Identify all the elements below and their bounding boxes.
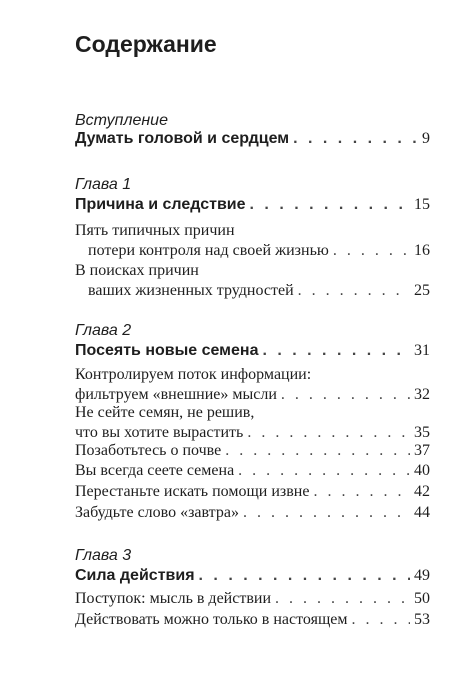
dot-leader [298, 281, 410, 301]
entry-title: Действовать можно только в настоящем [75, 611, 348, 628]
toc-entry[interactable] [75, 589, 430, 609]
page-number: 40 [414, 462, 430, 479]
page-number: 42 [414, 483, 430, 500]
toc-entry-intro[interactable] [75, 129, 430, 149]
toc-entry[interactable] [75, 441, 430, 461]
dot-leader [352, 610, 411, 630]
entry-title: Думать головой и сердцем [75, 130, 290, 147]
dot-leader [262, 341, 410, 361]
intro-label: Вступление [75, 112, 168, 129]
page-number: 15 [414, 196, 430, 213]
page-number: 9 [422, 130, 430, 147]
toc-entry[interactable] [75, 403, 430, 443]
toc-entry-chapter-3[interactable] [75, 566, 430, 586]
entry-title: Позаботьтесь о почве [75, 442, 222, 459]
entry-title-line2: ваших жизненных трудностей [88, 282, 294, 299]
chapter-3-label: Глава 3 [75, 547, 132, 564]
entry-title-line2: потери контроля над своей жизнью [88, 242, 329, 259]
dot-leader [333, 241, 410, 261]
page-number: 31 [414, 342, 430, 359]
dot-leader [275, 589, 410, 609]
page-number: 44 [414, 504, 430, 521]
entry-title-line1: Пять типичных причин [75, 222, 235, 239]
page-number: 50 [414, 590, 430, 607]
entry-title: Посеять новые семена [75, 342, 259, 359]
toc-entry-chapter-1[interactable] [75, 195, 430, 215]
dot-leader [250, 195, 410, 215]
entry-title-line1: В поисках причин [75, 262, 199, 279]
toc-entry[interactable] [75, 261, 430, 301]
toc-entry[interactable] [75, 461, 430, 481]
entry-title: Перестаньте искать помощи извне [75, 483, 310, 500]
chapter-1-label: Глава 1 [75, 176, 132, 193]
toc-entry-chapter-2[interactable] [75, 341, 430, 361]
entry-title-line2: что вы хотите вырастить [75, 424, 244, 441]
entry-title: Забудьте слово «завтра» [75, 504, 239, 521]
entry-title: Вы всегда сеете семена [75, 462, 235, 479]
dot-leader [247, 423, 410, 443]
page-number: 25 [414, 282, 430, 299]
entry-title-line1: Контролируем поток информации: [75, 366, 312, 383]
page-number: 16 [414, 242, 430, 259]
toc-entry[interactable] [75, 482, 430, 502]
dot-leader [199, 566, 410, 586]
dot-leader [238, 461, 410, 481]
toc-entry[interactable] [75, 610, 430, 630]
entry-title: Поступок: мысль в действии [75, 590, 272, 607]
dot-leader [313, 482, 410, 502]
page-number: 53 [414, 611, 430, 628]
entry-title-line2: фильтруем «внешние» мысли [75, 386, 277, 403]
page-number: 37 [414, 442, 430, 459]
page-number: 32 [414, 386, 430, 403]
toc-entry[interactable] [75, 221, 430, 261]
dot-leader [243, 503, 410, 523]
entry-title: Сила действия [75, 567, 195, 584]
page-number: 35 [414, 424, 430, 441]
toc-entry[interactable] [75, 365, 430, 405]
dot-leader [281, 385, 410, 405]
toc-entry[interactable] [75, 503, 430, 523]
page-number: 49 [414, 567, 430, 584]
page-title: Содержание [75, 31, 217, 57]
dot-leader [293, 129, 418, 149]
entry-title-line1: Не сейте семян, не решив, [75, 404, 255, 421]
entry-title: Причина и следствие [75, 196, 246, 213]
dot-leader [225, 441, 410, 461]
chapter-2-label: Глава 2 [75, 322, 132, 339]
